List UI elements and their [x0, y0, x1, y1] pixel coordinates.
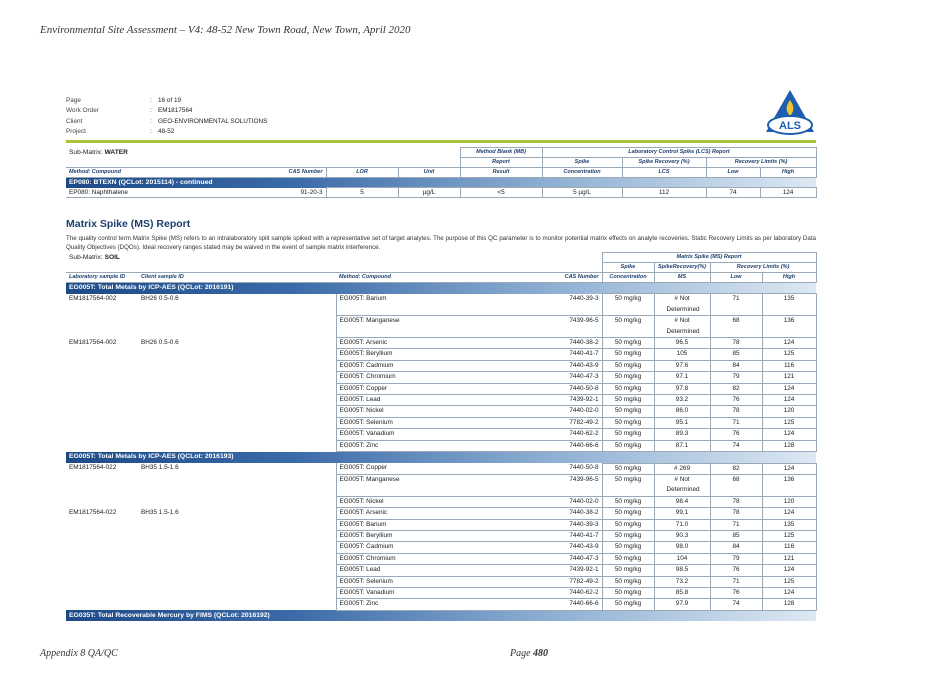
- cell-cas: 7440-39-3: [538, 294, 602, 316]
- ms-header-spike-recovery: SpikeRecovery(%): [654, 263, 710, 273]
- divider: [66, 140, 816, 143]
- submatrix-label: Sub-Matrix:: [69, 148, 103, 156]
- ms-title: Matrix Spike (MS) Report: [66, 218, 191, 230]
- table-row: [66, 372, 816, 383]
- cell-lab-id: [66, 496, 138, 507]
- header-mb-sub: Report: [460, 158, 542, 168]
- cell-client-id: [138, 576, 336, 587]
- cell-compound: EG005T: Barium: [336, 294, 538, 316]
- cell-low: 78: [710, 406, 762, 417]
- cell-lab-id: EM1817564-002: [69, 338, 117, 346]
- cell-client-id: [138, 496, 336, 507]
- cell-concentration: 5 µg/L: [542, 188, 622, 198]
- cell-cas: 7440-50-8: [538, 463, 602, 474]
- cell-cas: 7440-50-8: [538, 383, 602, 394]
- cell-low: 85: [710, 349, 762, 360]
- cell-concentration: 50 mg/kg: [602, 565, 654, 576]
- cell-cas: 7439-92-1: [538, 565, 602, 576]
- cell-client-id: [138, 599, 336, 610]
- cell-low: 82: [710, 463, 762, 474]
- cell-concentration: 50 mg/kg: [602, 496, 654, 507]
- ms-table: [66, 252, 817, 621]
- cell-client-id: [138, 587, 336, 598]
- cell-client-id: [138, 565, 336, 576]
- cell-lab-id: [66, 565, 138, 576]
- cell-compound: EG005T: Arsenic: [336, 338, 538, 349]
- meta-key: Project: [66, 127, 86, 135]
- cell-lab-id: [66, 530, 138, 541]
- table-row: [66, 496, 816, 507]
- cell-cas: 7440-38-2: [538, 508, 602, 519]
- report-meta: [66, 96, 267, 137]
- cell-low: 79: [710, 372, 762, 383]
- page-label: Page: [510, 648, 531, 659]
- header-lcs: Laboratory Control Spike (LCS) Report: [542, 148, 816, 158]
- ms-header-spike: Spike: [602, 263, 654, 273]
- cell-client-id: [138, 383, 336, 394]
- ms-col-concentration: Concentration: [602, 273, 654, 283]
- table-row: [66, 395, 816, 406]
- table-row: [66, 360, 816, 371]
- document-header: Environmental Site Assessment – V4: 48-52 New Town Road, New Town, April 2020: [40, 24, 411, 36]
- cell-client-id: [138, 553, 336, 564]
- cell-low: 68: [710, 316, 762, 338]
- cell-high: 116: [762, 542, 816, 553]
- cell-result: <5: [460, 188, 542, 198]
- cell-compound: EG005T: Vanadium: [336, 429, 538, 440]
- cell-cas: 7440-39-3: [538, 519, 602, 530]
- cell-compound: EG005T: Beryllium: [336, 530, 538, 541]
- table-row: [66, 349, 816, 360]
- cell-client-id: BH26 0.5-0.6: [141, 338, 179, 346]
- als-logo: [764, 88, 816, 138]
- ms-submatrix-label: Sub-Matrix:: [69, 253, 103, 261]
- cell-high: 124: [762, 565, 816, 576]
- cell-cas: 7440-41-7: [538, 349, 602, 360]
- cell-concentration: 50 mg/kg: [602, 553, 654, 564]
- cell-compound: EG005T: Vanadium: [336, 587, 538, 598]
- cell-cas: 91-20-3: [226, 188, 326, 198]
- cell-high: 124: [762, 395, 816, 406]
- cell-high: 121: [762, 372, 816, 383]
- cell-compound: EG005T: Selenium: [336, 417, 538, 428]
- cell-concentration: 50 mg/kg: [602, 508, 654, 519]
- cell-concentration: 50 mg/kg: [602, 316, 654, 338]
- cell-low: 71: [710, 519, 762, 530]
- cell-low: 82: [710, 383, 762, 394]
- cell-ms: 99.1: [654, 508, 710, 519]
- cell-high: 128: [762, 599, 816, 610]
- ms-description: The quality control term Matrix Spike (MS) refers to an intralaboratory split sample spiked with a representative set of target analytes. The purpose of this QC parameter is to monitor potential matrix effects on analyte recoveries. Static Recovery Limits as per laboratory Data Quality Objectives (DQOs). Ideal recovery ranges stated may be waived in the event of sample matrix interference.: [66, 235, 816, 251]
- cell-client-id: [138, 395, 336, 406]
- cell-client-id: BH35 1.5-1.6: [141, 508, 179, 516]
- ms-col-lab-id: Laboratory sample ID: [66, 273, 138, 283]
- cell-client-id: [138, 406, 336, 417]
- cell-ms: # 269: [654, 463, 710, 474]
- cell-cas: 7440-66-6: [538, 440, 602, 451]
- cell-low: 71: [710, 294, 762, 316]
- table-row: [66, 294, 816, 316]
- cell-lab-id: [66, 587, 138, 598]
- qc-lot-band: EG035T: Total Recoverable Mercury by FIMS (QCLot: 2016192): [66, 610, 816, 621]
- cell-lab-id: [66, 474, 138, 496]
- cell-compound: EG005T: Selenium: [336, 576, 538, 587]
- cell-compound: EG005T: Beryllium: [336, 349, 538, 360]
- cell-low: 78: [710, 338, 762, 349]
- cell-low: 76: [710, 395, 762, 406]
- ms-col-high: High: [762, 273, 816, 283]
- meta-row: Work Order : EM1817564: [66, 106, 267, 116]
- table-row: [66, 188, 816, 198]
- cell-compound: EG005T: Manganese: [336, 316, 538, 338]
- qc-lot-band: EP080: BTEXN (QCLot: 2015114) - continued: [66, 178, 816, 188]
- cell-concentration: 50 mg/kg: [602, 429, 654, 440]
- cell-lab-id: [66, 553, 138, 564]
- table-row: [66, 553, 816, 564]
- table-row: [66, 440, 816, 451]
- cell-cas: 7439-96-5: [538, 474, 602, 496]
- cell-cas: 7439-96-5: [538, 316, 602, 338]
- cell-low: 68: [710, 474, 762, 496]
- cell-compound: EG005T: Nickel: [336, 406, 538, 417]
- cell-concentration: 50 mg/kg: [602, 576, 654, 587]
- cell-lcs: 112: [622, 188, 706, 198]
- cell-compound: EG005T: Lead: [336, 565, 538, 576]
- cell-ms: 98.0: [654, 542, 710, 553]
- cell-high: 136: [762, 316, 816, 338]
- cell-client-id: [138, 519, 336, 530]
- logo-text: ALS: [779, 120, 801, 132]
- cell-low: 78: [710, 496, 762, 507]
- cell-low: 79: [710, 553, 762, 564]
- cell-high: 121: [762, 553, 816, 564]
- cell-client-id: [138, 316, 336, 338]
- col-lor: LOR: [326, 168, 398, 178]
- cell-compound: EG005T: Cadmium: [336, 542, 538, 553]
- cell-lab-id: [66, 349, 138, 360]
- cell-ms: 71.0: [654, 519, 710, 530]
- cell-cas: 7440-41-7: [538, 530, 602, 541]
- ms-submatrix-value: SOIL: [104, 253, 120, 261]
- table-row: [66, 338, 816, 349]
- cell-ms: 90.3: [654, 530, 710, 541]
- header-mb: Method Blank (MB): [460, 148, 542, 158]
- cell-concentration: 50 mg/kg: [602, 349, 654, 360]
- cell-high: 124: [762, 383, 816, 394]
- cell-low: 76: [710, 587, 762, 598]
- cell-lab-id: EM1817564-002: [69, 294, 117, 302]
- cell-cas: 7440-62-2: [538, 429, 602, 440]
- cell-compound: EG005T: Copper: [336, 463, 538, 474]
- cell-compound: EG005T: Cadmium: [336, 360, 538, 371]
- cell-ms: # Not Determined: [654, 294, 710, 316]
- cell-ms: 85.8: [654, 587, 710, 598]
- cell-lor: 5: [326, 188, 398, 198]
- cell-cas: 7782-49-2: [538, 417, 602, 428]
- cell-client-id: [138, 542, 336, 553]
- cell-ms: # Not Determined: [654, 316, 710, 338]
- cell-low: 85: [710, 530, 762, 541]
- cell-ms: 97.1: [654, 372, 710, 383]
- cell-lab-id: [66, 599, 138, 610]
- cell-cas: 7782-49-2: [538, 576, 602, 587]
- cell-compound: EG005T: Lead: [336, 395, 538, 406]
- cell-low: 84: [710, 542, 762, 553]
- meta-key: Client: [66, 117, 83, 125]
- cell-client-id: [138, 429, 336, 440]
- cell-lab-id: EM1817564-022: [69, 464, 117, 471]
- cell-high: 125: [762, 576, 816, 587]
- cell-client-id: [138, 474, 336, 496]
- cell-lab-id: [66, 360, 138, 371]
- table-row: [66, 542, 816, 553]
- water-lcs-table: [66, 147, 817, 198]
- cell-lab-id: [66, 383, 138, 394]
- cell-compound: EG005T: Chromium: [336, 372, 538, 383]
- cell-lab-id: [66, 372, 138, 383]
- cell-ms: 96.5: [654, 338, 710, 349]
- cell-concentration: 50 mg/kg: [602, 338, 654, 349]
- cell-lab-id: [66, 519, 138, 530]
- cell-compound: EG005T: Nickel: [336, 496, 538, 507]
- document-footer: Appendix 8 QA/QC: [40, 648, 118, 659]
- cell-low: 74: [706, 188, 760, 198]
- cell-concentration: 50 mg/kg: [602, 519, 654, 530]
- cell-high: 125: [762, 349, 816, 360]
- table-row: [66, 463, 816, 474]
- cell-ms: # Not Determined: [654, 474, 710, 496]
- cell-compound: EG005T: Chromium: [336, 553, 538, 564]
- cell-low: 76: [710, 565, 762, 576]
- cell-cas: 7440-47-3: [538, 372, 602, 383]
- cell-low: 76: [710, 429, 762, 440]
- cell-compound: EG005T: Copper: [336, 383, 538, 394]
- meta-row: Client : GEO-ENVIRONMENTAL SOLUTIONS: [66, 117, 267, 127]
- cell-concentration: 50 mg/kg: [602, 395, 654, 406]
- col-lcs: LCS: [622, 168, 706, 178]
- ms-col-method: Method: Compound: [336, 273, 538, 283]
- ms-header-report: Matrix Spike (MS) Report: [602, 253, 816, 263]
- cell-low: 78: [710, 508, 762, 519]
- table-row: [66, 508, 816, 519]
- cell-concentration: 50 mg/kg: [602, 294, 654, 316]
- cell-compound: EG005T: Zinc: [336, 440, 538, 451]
- cell-lab-id: [66, 406, 138, 417]
- cell-cas: 7440-47-3: [538, 553, 602, 564]
- cell-concentration: 50 mg/kg: [602, 440, 654, 451]
- cell-cas: 7440-38-2: [538, 338, 602, 349]
- col-concentration: Concentration: [542, 168, 622, 178]
- header-spike: Spike: [542, 158, 622, 168]
- header-spike-recovery: Spike Recovery (%): [622, 158, 706, 168]
- cell-concentration: 50 mg/kg: [602, 530, 654, 541]
- ms-header-recovery-limits: Recovery Limits (%): [710, 263, 816, 273]
- cell-concentration: 50 mg/kg: [602, 417, 654, 428]
- meta-key: Work Order: [66, 107, 99, 115]
- table-row: [66, 576, 816, 587]
- cell-lab-id: [66, 417, 138, 428]
- cell-high: 124: [762, 338, 816, 349]
- cell-lab-id: [66, 440, 138, 451]
- cell-cas: 7440-02-0: [538, 496, 602, 507]
- cell-lab-id: [66, 542, 138, 553]
- cell-cas: 7439-92-1: [538, 395, 602, 406]
- cell-client-id: [138, 440, 336, 451]
- table-row: [66, 587, 816, 598]
- meta-value: EM1817564: [158, 107, 193, 115]
- qc-lot-band: EG005T: Total Metals by ICP-AES (QCLot: 2016191): [66, 283, 816, 294]
- cell-compound: EP080: Naphthalene: [66, 188, 226, 198]
- cell-ms: 73.2: [654, 576, 710, 587]
- cell-cas: 7440-02-0: [538, 406, 602, 417]
- cell-concentration: 50 mg/kg: [602, 587, 654, 598]
- table-row: [66, 599, 816, 610]
- cell-low: 74: [710, 599, 762, 610]
- cell-cas: 7440-62-2: [538, 587, 602, 598]
- meta-key: Page: [66, 97, 81, 104]
- cell-ms: 93.2: [654, 395, 710, 406]
- meta-row: Page : 16 of 19: [66, 96, 267, 106]
- cell-client-id: [138, 360, 336, 371]
- submatrix-value: WATER: [104, 148, 128, 156]
- cell-cas: 7440-43-9: [538, 360, 602, 371]
- cell-concentration: 50 mg/kg: [602, 463, 654, 474]
- col-result: Result: [460, 168, 542, 178]
- cell-client-id: BH26 0.5-0.6: [141, 294, 179, 302]
- cell-ms: 97.6: [654, 360, 710, 371]
- table-row: [66, 383, 816, 394]
- table-row: [66, 429, 816, 440]
- table-row: [66, 474, 816, 496]
- cell-client-id: BH35 1.5-1.6: [141, 464, 179, 471]
- cell-high: 135: [762, 519, 816, 530]
- cell-high: 120: [762, 406, 816, 417]
- cell-high: 135: [762, 294, 816, 316]
- meta-value: GEO-ENVIRONMENTAL SOLUTIONS: [158, 117, 268, 125]
- cell-lab-id: [66, 429, 138, 440]
- ms-col-client-id: Client sample ID: [138, 273, 336, 283]
- cell-high: 120: [762, 496, 816, 507]
- table-row: [66, 530, 816, 541]
- cell-ms: 97.8: [654, 383, 710, 394]
- col-cas: CAS Number: [226, 168, 326, 178]
- cell-ms: 104: [654, 553, 710, 564]
- cell-ms: 97.9: [654, 599, 710, 610]
- col-low: Low: [706, 168, 760, 178]
- cell-compound: EG005T: Manganese: [336, 474, 538, 496]
- qc-lot-band: EG005T: Total Metals by ICP-AES (QCLot: 2016193): [66, 452, 816, 463]
- cell-concentration: 50 mg/kg: [602, 383, 654, 394]
- cell-concentration: 50 mg/kg: [602, 372, 654, 383]
- cell-concentration: 50 mg/kg: [602, 360, 654, 371]
- cell-high: 128: [762, 440, 816, 451]
- cell-compound: EG005T: Zinc: [336, 599, 538, 610]
- table-row: [66, 406, 816, 417]
- cell-cas: 7440-66-6: [538, 599, 602, 610]
- col-method: Method: Compound: [66, 168, 226, 178]
- cell-compound: EG005T: Barium: [336, 519, 538, 530]
- cell-concentration: 50 mg/kg: [602, 406, 654, 417]
- cell-lab-id: [66, 576, 138, 587]
- cell-client-id: [138, 372, 336, 383]
- cell-low: 74: [710, 440, 762, 451]
- cell-client-id: [138, 349, 336, 360]
- cell-lab-id: EM1817564-022: [69, 508, 117, 516]
- cell-ms: 87.1: [654, 440, 710, 451]
- cell-lab-id: [66, 395, 138, 406]
- cell-client-id: [138, 530, 336, 541]
- table-row: [66, 565, 816, 576]
- table-row: [66, 316, 816, 338]
- cell-high: 116: [762, 360, 816, 371]
- cell-ms: 95.1: [654, 417, 710, 428]
- meta-value: 16 of 19: [158, 97, 182, 104]
- cell-high: 124: [762, 508, 816, 519]
- cell-compound: EG005T: Arsenic: [336, 508, 538, 519]
- cell-low: 71: [710, 417, 762, 428]
- cell-lab-id: [66, 316, 138, 338]
- ms-col-cas: CAS Number: [538, 273, 602, 283]
- page-number-value: 480: [533, 648, 549, 659]
- table-row: [66, 519, 816, 530]
- cell-high: 136: [762, 474, 816, 496]
- cell-concentration: 50 mg/kg: [602, 474, 654, 496]
- col-unit: Unit: [398, 168, 460, 178]
- cell-high: 124: [760, 188, 816, 198]
- col-high: High: [760, 168, 816, 178]
- cell-ms: 105: [654, 349, 710, 360]
- cell-concentration: 50 mg/kg: [602, 542, 654, 553]
- cell-high: 124: [762, 429, 816, 440]
- cell-high: 125: [762, 417, 816, 428]
- meta-row: Project : 48-52: [66, 127, 267, 137]
- cell-ms: 86.0: [654, 406, 710, 417]
- cell-low: 71: [710, 576, 762, 587]
- cell-low: 84: [710, 360, 762, 371]
- cell-client-id: [138, 417, 336, 428]
- table-row: [66, 417, 816, 428]
- cell-high: 124: [762, 587, 816, 598]
- ms-col-ms: MS: [654, 273, 710, 283]
- cell-high: 124: [762, 463, 816, 474]
- meta-value: 48-52: [158, 127, 175, 135]
- page-number: [510, 648, 548, 659]
- cell-concentration: 50 mg/kg: [602, 599, 654, 610]
- cell-high: 125: [762, 530, 816, 541]
- cell-ms: 98.4: [654, 496, 710, 507]
- ms-col-low: Low: [710, 273, 762, 283]
- cell-ms: 89.3: [654, 429, 710, 440]
- header-recovery-limits: Recovery Limits (%): [706, 158, 816, 168]
- cell-unit: µg/L: [398, 188, 460, 198]
- cell-ms: 98.5: [654, 565, 710, 576]
- cell-cas: 7440-43-9: [538, 542, 602, 553]
